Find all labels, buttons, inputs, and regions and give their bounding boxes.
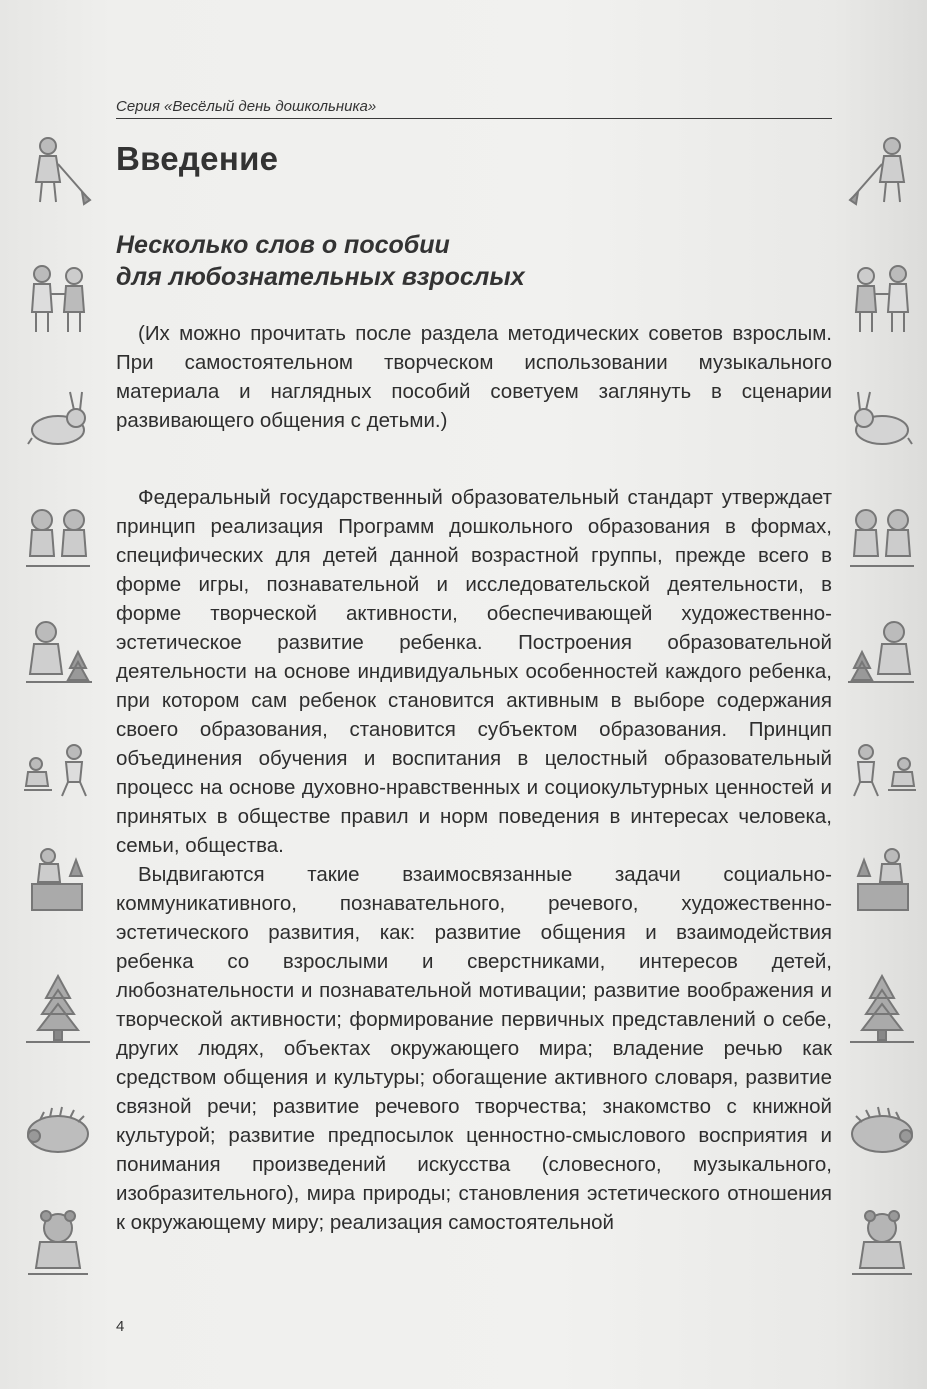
left-margin-ornaments [18, 0, 98, 1389]
paragraph: Федеральный государственный образовательный стандарт утверждает принцип реализация Программ дошкольного образования в формах, специфических для детей данной возрастной группы, прежде всего в форме игры, познавательной и исследовательской деятельности, в форме творческой активности, обеспечивающей художественно-эстетическое развитие ребенка. Построения образовательной деятельности на основе индивидуальных особенностей каждого ребенка, при котором сам ребенок становится активным в выборе содержания своего образования, становится субъектом образования. Принцип объединения обучения и воспитания в целостный образовательный процесс на основе духовно-нравственных и социокультурных ценностей и принятых в обществе правил и норм поведения в интересах человека, семьи, общества. [116, 486, 832, 857]
hedgehog-icon [18, 1090, 98, 1170]
two-children-icon [842, 258, 922, 338]
bear-cub-icon [18, 1204, 98, 1284]
bear-cub-icon [842, 1204, 922, 1284]
christmas-scene-icon [842, 840, 922, 920]
rabbit-icon [18, 382, 98, 462]
christmas-tree-icon [18, 970, 98, 1050]
christmas-scene-icon [18, 840, 98, 920]
intro-note: (Их можно прочитать после раздела методических советов взрослым. При самостоятельном творческом использовании музыкального материала и наглядных пособий советуем заглянуть в сценарии развивающего общения с детьми.) [116, 322, 832, 432]
page-number: 4 [116, 1318, 125, 1335]
paragraph: Выдвигаются такие взаимосвязанные задачи социально-коммуникативного, познавательного, речевого, художественно-эстетического развития, как: развитие общения и взаимодействия ребенка со взрослыми и сверстниками, интересов детей, любознательности и познавательной мотивации; развитие воображения и творческой активности; формирование первичных представлений о себе, других людях, объектах окружающего мира; владение речью как средством общения и культуры; обогащение активного словаря, развитие связной речи; развитие речевого творчества; знакомство с книжной культурой; развитие предпосылок ценностно-смыслового восприятия и понимания произведений искусства (словесного, музыкального, изобразительного), мира природы; становления эстетического отношения к окружающему миру; реализация самостоятельной [116, 863, 832, 1234]
body-text [116, 483, 832, 1237]
children-sledding-icon [842, 730, 922, 810]
child-with-tree-icon [18, 612, 98, 692]
child-with-shovel-icon [18, 130, 98, 210]
frogs-icon [18, 496, 98, 576]
series-header: Серия «Весёлый день дошкольника» [116, 98, 832, 119]
frogs-icon [842, 496, 922, 576]
child-with-tree-icon [842, 612, 922, 692]
right-margin-ornaments [842, 0, 922, 1389]
children-sledding-icon [18, 730, 98, 810]
two-children-icon [18, 258, 98, 338]
child-with-shovel-icon [842, 130, 922, 210]
hedgehog-icon [842, 1090, 922, 1170]
section-title [116, 229, 816, 293]
chapter-title: Введение [116, 140, 279, 177]
section-title-line-2: для любознательных взрослых [116, 263, 525, 291]
christmas-tree-icon [842, 970, 922, 1050]
section-title-line-1: Несколько слов о пособии [116, 231, 450, 259]
rabbit-icon [842, 382, 922, 462]
